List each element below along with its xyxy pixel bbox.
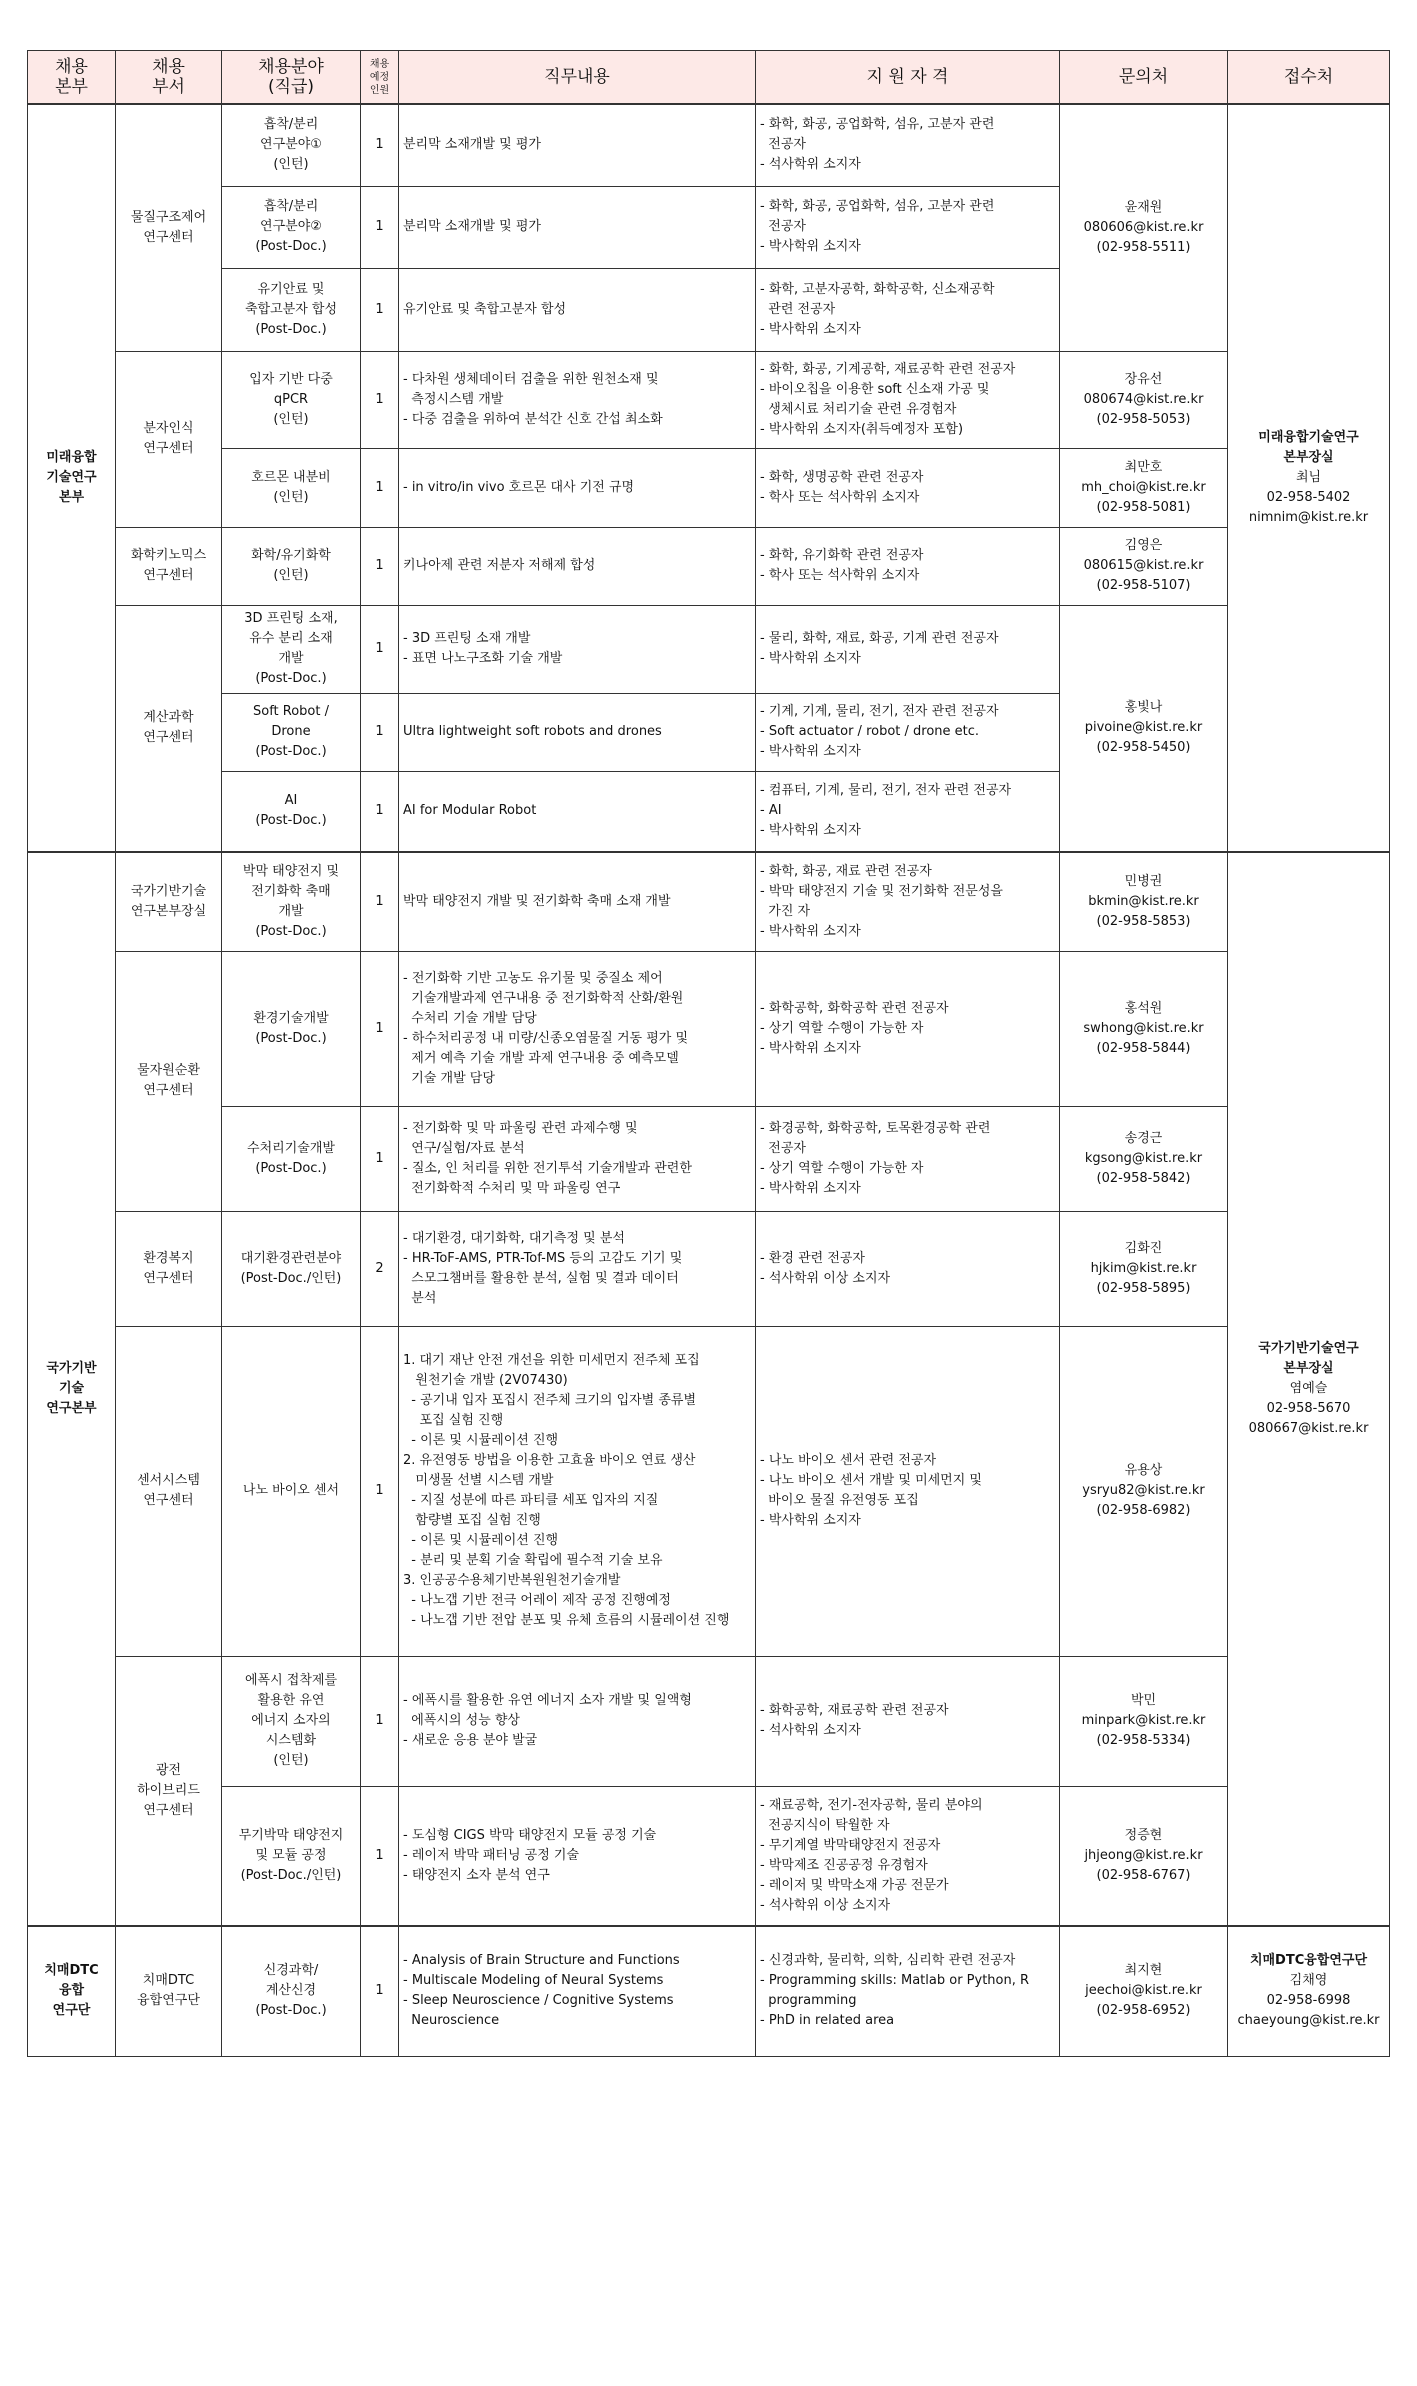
text-line: 함량별 포집 실험 진행 <box>403 1513 541 1528</box>
text-line: - 에폭시를 활용한 유연 에너지 소자 개발 및 일액형 <box>403 1693 692 1708</box>
text-line: - 상기 역할 수행이 가능한 자 <box>760 1160 924 1176</box>
contact-cell: 홍석원 swhong@kist.re.kr (02-958-5844) <box>1060 951 1228 1106</box>
text-line: 미생물 선별 시스템 개발 <box>403 1473 554 1488</box>
qual-cell <box>756 104 1060 186</box>
duty-cell <box>399 1926 756 2056</box>
header-receipt: 접수처 <box>1228 51 1390 105</box>
text-line: - 석사학위 소지자 <box>760 157 861 173</box>
qual-cell <box>756 268 1060 351</box>
text-line: programming <box>760 1993 857 2009</box>
text-line: - 화학, 생명공학 관련 전공자 <box>760 469 924 485</box>
dept-cell: 치매DTC 융합연구단 <box>116 1926 222 2056</box>
text-line: 김채영 <box>1289 1973 1328 1989</box>
text-line: - 레이저 및 박막소재 가공 전문가 <box>760 1877 949 1893</box>
header-count: 채용 예정 인원 <box>361 51 399 105</box>
text-line: - 도심형 CIGS 박막 태양전지 모듈 공정 기술 <box>403 1827 657 1843</box>
duty-cell <box>399 527 756 605</box>
table-row <box>28 1106 1390 1211</box>
text-line: - 박사학위 소지자 <box>760 923 861 939</box>
text-line: - 나노 바이오 센서 관련 전공자 <box>760 1453 937 1468</box>
text-line: - 분리 및 분획 기술 확립에 필수적 기술 보유 <box>403 1553 663 1568</box>
text-line: 본부장실 <box>1283 1361 1334 1376</box>
header-contact: 문의처 <box>1060 51 1228 105</box>
text-line: 02-958-5670 <box>1266 1401 1351 1416</box>
duty-cell <box>399 1211 756 1326</box>
table-row <box>28 1326 1390 1656</box>
qual-cell <box>756 1786 1060 1926</box>
field-cell: 화학/유기화학 (인턴) <box>222 527 361 605</box>
duty-cell <box>399 351 756 448</box>
count-cell: 1 <box>361 852 399 951</box>
qual-cell <box>756 771 1060 852</box>
text-line: - 태양전지 소자 분석 연구 <box>403 1867 550 1883</box>
table-row <box>28 951 1390 1106</box>
contact-cell: 홍빛나 pivoine@kist.re.kr (02-958-5450) <box>1060 605 1228 852</box>
text-line: - 질소, 인 처리를 위한 전기투석 기술개발과 관련한 <box>403 1160 692 1176</box>
table-row <box>28 351 1390 448</box>
text-line: 02-958-5402 <box>1266 490 1351 505</box>
text-line: - Analysis of Brain Structure and Functions <box>403 1953 680 1969</box>
text-line: - 지질 성분에 따른 파티클 세포 입자의 지질 <box>403 1493 659 1508</box>
text-line: - 다차원 생체데이터 검출을 위한 원천소재 및 <box>403 371 659 387</box>
text-line: 본부장실 <box>1283 450 1334 465</box>
count-cell: 1 <box>361 186 399 268</box>
field-cell: 환경기술개발 (Post-Doc.) <box>222 951 361 1106</box>
hq-national: 국가기반 기술 연구본부 <box>28 852 116 1926</box>
text-line: 2. 유전영동 방법을 이용한 고효율 바이오 연료 생산 <box>403 1453 696 1468</box>
text-line: - 화학, 유기화학 관련 전공자 <box>760 548 924 563</box>
text-line: 전공지식이 탁월한 자 <box>760 1817 890 1833</box>
dept-cell: 센서시스템 연구센터 <box>116 1326 222 1656</box>
text-line: - 화학, 고분자공학, 화학공학, 신소재공학 <box>760 281 995 297</box>
text-line: - 화학, 화공, 공업화학, 섬유, 고분자 관련 <box>760 199 995 214</box>
receipt-future <box>1228 104 1390 852</box>
text-line: 바이오 물질 유전영동 포집 <box>760 1493 919 1508</box>
text-line: - 석사학위 이상 소지자 <box>760 1897 891 1913</box>
text-line: 1. 대기 재난 안전 개선을 위한 미세먼지 전주체 포집 <box>403 1353 700 1368</box>
qual-cell <box>756 951 1060 1106</box>
qual-cell <box>756 852 1060 951</box>
text-line: - Multiscale Modeling of Neural Systems <box>403 1973 664 1989</box>
qual-cell <box>756 186 1060 268</box>
count-cell: 1 <box>361 1656 399 1786</box>
text-line: - 석사학위 이상 소지자 <box>760 1270 891 1286</box>
qual-cell <box>756 527 1060 605</box>
text-line: 분석 <box>403 1290 437 1306</box>
qual-cell <box>756 1656 1060 1786</box>
dept-cell: 분자인식 연구센터 <box>116 351 222 527</box>
field-cell: AI (Post-Doc.) <box>222 771 361 852</box>
field-cell: 에폭시 접착제를 활용한 유연 에너지 소자의 시스템화 (인턴) <box>222 1656 361 1786</box>
text-line: 포집 실험 진행 <box>403 1413 504 1428</box>
contact-cell: 박민 minpark@kist.re.kr (02-958-5334) <box>1060 1656 1228 1786</box>
text-line: 미래융합기술연구 <box>1258 430 1359 445</box>
receipt-national <box>1228 852 1390 1926</box>
text-line: 에폭시의 성능 향상 <box>403 1713 520 1728</box>
text-line: chaeyoung@kist.re.kr <box>1237 2013 1380 2029</box>
dept-cell: 화학키노믹스 연구센터 <box>116 527 222 605</box>
duty-cell <box>399 104 756 186</box>
text-line: - 대기환경, 대기화학, 대기측정 및 분석 <box>403 1230 625 1246</box>
dept-cell: 국가기반기술 연구본부장실 <box>116 852 222 951</box>
text-line: - 하수처리공정 내 미량/신종오염물질 거동 평가 및 <box>403 1030 689 1046</box>
duty-cell <box>399 1656 756 1786</box>
contact-cell: 최지현 jeechoi@kist.re.kr (02-958-6952) <box>1060 1926 1228 2056</box>
text-line: - 학사 또는 석사학위 소지자 <box>760 568 920 583</box>
field-cell: 유기안료 및 축합고분자 합성 (Post-Doc.) <box>222 268 361 351</box>
count-cell: 1 <box>361 951 399 1106</box>
text-line: - 상기 역할 수행이 가능한 자 <box>760 1020 924 1036</box>
duty-cell <box>399 1326 756 1656</box>
duty-cell <box>399 852 756 951</box>
text-line: 기술개발과제 연구내용 중 전기화학적 산화/환원 <box>403 990 684 1006</box>
qual-cell <box>756 693 1060 771</box>
text-line: nimnim@kist.re.kr <box>1248 510 1369 525</box>
header-duty: 직무내용 <box>399 51 756 105</box>
header-dept: 채용 부서 <box>116 51 222 105</box>
text-line: - 3D 프린팅 소재 개발 <box>403 631 531 646</box>
text-line: 수처리 기술 개발 담당 <box>403 1010 537 1026</box>
dept-cell: 환경복지 연구센터 <box>116 1211 222 1326</box>
text-line: - 물리, 화학, 재료, 화공, 기계 관련 전공자 <box>760 631 999 646</box>
contact-cell: 최만호 mh_choi@kist.re.kr (02-958-5081) <box>1060 448 1228 527</box>
text-line: - AI <box>760 803 782 819</box>
count-cell: 1 <box>361 104 399 186</box>
contact-cell: 김영은 080615@kist.re.kr (02-958-5107) <box>1060 527 1228 605</box>
count-cell: 1 <box>361 527 399 605</box>
field-cell: 신경과학/ 계산신경 (Post-Doc.) <box>222 1926 361 2056</box>
text-line: 연구/실험/자료 분석 <box>403 1140 525 1156</box>
duty-cell <box>399 186 756 268</box>
field-cell: 호르몬 내분비 (인턴) <box>222 448 361 527</box>
duty-cell <box>399 268 756 351</box>
count-cell: 1 <box>361 771 399 852</box>
count-cell: 1 <box>361 351 399 448</box>
qual-cell <box>756 448 1060 527</box>
table-row <box>28 852 1390 951</box>
text-line: - 재료공학, 전기-전자공학, 물리 분야의 <box>760 1797 983 1813</box>
text-line: - 환경 관련 전공자 <box>760 1250 865 1266</box>
text-line: - 박사학위 소지자 <box>760 1180 861 1196</box>
field-cell: 흡착/분리 연구분야① (인턴) <box>222 104 361 186</box>
text-line: - Programming skills: Matlab or Python, R <box>760 1973 1030 1989</box>
table-row <box>28 527 1390 605</box>
text-line: - 화학, 화공, 기계공학, 재료공학 관련 전공자 <box>760 361 1016 377</box>
text-line: 생체시료 처리기술 관련 유경험자 <box>760 401 957 417</box>
text-line: 유기안료 및 축합고분자 합성 <box>403 301 567 317</box>
text-line: 전공자 <box>760 1140 806 1156</box>
count-cell: 1 <box>361 448 399 527</box>
text-line: 전기화학적 수처리 및 막 파울링 연구 <box>403 1180 621 1196</box>
duty-cell <box>399 771 756 852</box>
field-cell: 3D 프린팅 소재, 유수 분리 소재 개발 (Post-Doc.) <box>222 605 361 693</box>
text-line: 제거 예측 기술 개발 과제 연구내용 중 예측모델 <box>403 1050 679 1066</box>
text-line: - 다중 검출을 위하여 분석간 신호 간섭 최소화 <box>403 411 663 427</box>
field-cell: 박막 태양전지 및 전기화학 축매 개발 (Post-Doc.) <box>222 852 361 951</box>
text-line: 080667@kist.re.kr <box>1248 1421 1369 1436</box>
text-line: - Soft actuator / robot / drone etc. <box>760 724 980 739</box>
text-line: 국가기반기술연구 <box>1258 1341 1359 1356</box>
text-line: Ultra lightweight soft robots and drones <box>403 724 662 739</box>
text-line: - 바이오칩을 이용한 soft 신소재 가공 및 <box>760 381 990 397</box>
dept-cell: 계산과학 연구센터 <box>116 605 222 852</box>
text-line: AI for Modular Robot <box>403 803 537 819</box>
text-line: Neuroscience <box>403 2013 500 2029</box>
text-line: - 나노 바이오 센서 개발 및 미세먼지 및 <box>760 1473 982 1488</box>
header-row <box>28 51 1390 105</box>
contact-cell: 송경근 kgsong@kist.re.kr (02-958-5842) <box>1060 1106 1228 1211</box>
text-line: 전공자 <box>760 137 806 153</box>
text-line: - 박사학위 소지자(취득예정자 포함) <box>760 421 964 437</box>
text-line: 분리막 소재개발 및 평가 <box>403 137 541 153</box>
text-line: 스모그챔버를 활용한 분석, 실험 및 결과 데이터 <box>403 1270 679 1286</box>
text-line: 분리막 소재개발 및 평가 <box>403 219 541 234</box>
text-line: - 박막 태양전지 기술 및 전기화학 전문성을 <box>760 883 1003 899</box>
dept-cell: 광전 하이브리드 연구센터 <box>116 1656 222 1926</box>
duty-cell <box>399 448 756 527</box>
field-cell: 수처리기술개발 (Post-Doc.) <box>222 1106 361 1211</box>
text-line: 원천기술 개발 (2V07430) <box>403 1373 568 1388</box>
text-line: - 컴퓨터, 기계, 물리, 전기, 전자 관련 전공자 <box>760 783 1012 799</box>
text-line: - 전기화학 및 막 파울링 관련 과제수행 및 <box>403 1120 638 1136</box>
duty-cell <box>399 951 756 1106</box>
text-line: - 이론 및 시뮬레이션 진행 <box>403 1433 559 1448</box>
dept-cell: 물질구조제어 연구센터 <box>116 104 222 351</box>
count-cell: 1 <box>361 1926 399 2056</box>
qual-cell <box>756 1326 1060 1656</box>
text-line: - 박사학위 소지자 <box>760 321 861 337</box>
header-hq: 채용 본부 <box>28 51 116 105</box>
text-line: 박막 태양전지 개발 및 전기화학 축매 소재 개발 <box>403 893 671 909</box>
text-line: - 박사학위 소지자 <box>760 1513 861 1528</box>
count-cell: 1 <box>361 605 399 693</box>
job-posting-table <box>27 50 1390 2057</box>
field-cell: 무기박막 태양전지 및 모듈 공정 (Post-Doc./인턴) <box>222 1786 361 1926</box>
text-line: 치매DTC융합연구단 <box>1249 1953 1368 1969</box>
duty-cell <box>399 605 756 693</box>
contact-cell: 민병권 bkmin@kist.re.kr (02-958-5853) <box>1060 852 1228 951</box>
text-line: - 박사학위 소지자 <box>760 823 861 839</box>
header-qual: 지 원 자 격 <box>756 51 1060 105</box>
text-line: - 표면 나노구조화 기술 개발 <box>403 651 563 666</box>
text-line: - 나노갭 기반 전압 분포 및 유체 흐름의 시뮬레이션 진행 <box>403 1613 730 1628</box>
field-cell: Soft Robot / Drone (Post-Doc.) <box>222 693 361 771</box>
count-cell: 1 <box>361 1786 399 1926</box>
contact-cell: 김화진 hjkim@kist.re.kr (02-958-5895) <box>1060 1211 1228 1326</box>
text-line: 기술 개발 담당 <box>403 1070 495 1086</box>
dept-cell: 물자원순환 연구센터 <box>116 951 222 1211</box>
text-line: - 무기계열 박막태양전지 전공자 <box>760 1837 941 1853</box>
text-line: - 새로운 응용 분야 발굴 <box>403 1733 538 1748</box>
text-line: - 박사학위 소지자 <box>760 651 861 666</box>
duty-cell <box>399 1786 756 1926</box>
table-row <box>28 1211 1390 1326</box>
text-line: - 나노갭 기반 전극 어레이 제작 공정 진행예정 <box>403 1593 671 1608</box>
text-line: 관련 전공자 <box>760 301 836 317</box>
text-line: - 화학공학, 화학공학 관련 전공자 <box>760 1000 949 1016</box>
table-row <box>28 448 1390 527</box>
table-row <box>28 605 1390 693</box>
text-line: 3. 인공공수용체기반복원원천기술개발 <box>403 1573 621 1588</box>
text-line: - 화경공학, 화학공학, 토목환경공학 관련 <box>760 1120 991 1136</box>
text-line: - 박막제조 진공공정 유경험자 <box>760 1857 928 1873</box>
text-line: - 석사학위 소지자 <box>760 1723 861 1738</box>
table-row <box>28 104 1390 186</box>
table-row <box>28 1656 1390 1786</box>
table-row <box>28 1926 1390 2056</box>
text-line: 02-958-6998 <box>1266 1993 1351 2009</box>
text-line: - 박사학위 소지자 <box>760 239 861 254</box>
count-cell: 1 <box>361 1106 399 1211</box>
field-cell: 입자 기반 다중 qPCR (인턴) <box>222 351 361 448</box>
text-line: 측정시스템 개발 <box>403 391 504 407</box>
count-cell: 1 <box>361 1326 399 1656</box>
text-line: - Sleep Neuroscience / Cognitive Systems <box>403 1993 674 2009</box>
text-line: - HR-ToF-AMS, PTR-Tof-MS 등의 고감도 기기 및 <box>403 1250 683 1266</box>
text-line: - PhD in related area <box>760 2013 895 2029</box>
contact-cell: 정증현 jhjeong@kist.re.kr (02-958-6767) <box>1060 1786 1228 1926</box>
text-line: - 화학, 화공, 공업화학, 섬유, 고분자 관련 <box>760 117 995 133</box>
count-cell: 1 <box>361 268 399 351</box>
hq-dtc: 치매DTC 융합 연구단 <box>28 1926 116 2056</box>
text-line: - 공기내 입자 포집시 전주체 크기의 입자별 종류별 <box>403 1393 697 1408</box>
qual-cell <box>756 1926 1060 2056</box>
text-line: 가진 자 <box>760 903 811 919</box>
duty-cell <box>399 693 756 771</box>
field-cell: 흡착/분리 연구분야② (Post-Doc.) <box>222 186 361 268</box>
contact-cell: 윤재원 080606@kist.re.kr (02-958-5511) <box>1060 104 1228 351</box>
table-row <box>28 1786 1390 1926</box>
text-line: 전공자 <box>760 219 806 234</box>
count-cell: 1 <box>361 693 399 771</box>
duty-cell <box>399 1106 756 1211</box>
hq-future: 미래융합 기술연구 본부 <box>28 104 116 852</box>
text-line: - 이론 및 시뮬레이션 진행 <box>403 1533 559 1548</box>
qual-cell <box>756 351 1060 448</box>
contact-cell: 유용상 ysryu82@kist.re.kr (02-958-6982) <box>1060 1326 1228 1656</box>
text-line: 키나아제 관련 저분자 저해제 합성 <box>403 558 596 573</box>
text-line: - 박사학위 소지자 <box>760 1040 861 1056</box>
text-line: - 레이저 박막 패터닝 공정 기술 <box>403 1847 580 1863</box>
field-cell: 대기환경관련분야 (Post-Doc./인턴) <box>222 1211 361 1326</box>
text-line: - 신경과학, 물리학, 의학, 심리학 관련 전공자 <box>760 1953 1016 1969</box>
field-cell: 나노 바이오 센서 <box>222 1326 361 1656</box>
text-line: 염예슬 <box>1289 1381 1328 1396</box>
text-line: - 화학공학, 재료공학 관련 전공자 <box>760 1703 949 1718</box>
text-line: - 화학, 화공, 재료 관련 전공자 <box>760 863 932 879</box>
text-line: - 학사 또는 석사학위 소지자 <box>760 489 920 505</box>
contact-cell: 장유선 080674@kist.re.kr (02-958-5053) <box>1060 351 1228 448</box>
text-line: 최님 <box>1295 470 1322 485</box>
header-field: 채용분야 (직급) <box>222 51 361 105</box>
qual-cell <box>756 1106 1060 1211</box>
text-line: - 박사학위 소지자 <box>760 744 861 759</box>
count-cell: 2 <box>361 1211 399 1326</box>
qual-cell <box>756 605 1060 693</box>
text-line: - 전기화학 기반 고농도 유기물 및 중질소 제어 <box>403 970 663 986</box>
text-line: - 기계, 기계, 물리, 전기, 전자 관련 전공자 <box>760 704 999 719</box>
qual-cell <box>756 1211 1060 1326</box>
receipt-dtc <box>1228 1926 1390 2056</box>
text-line: - in vitro/in vivo 호르몬 대사 기전 규명 <box>403 479 635 495</box>
